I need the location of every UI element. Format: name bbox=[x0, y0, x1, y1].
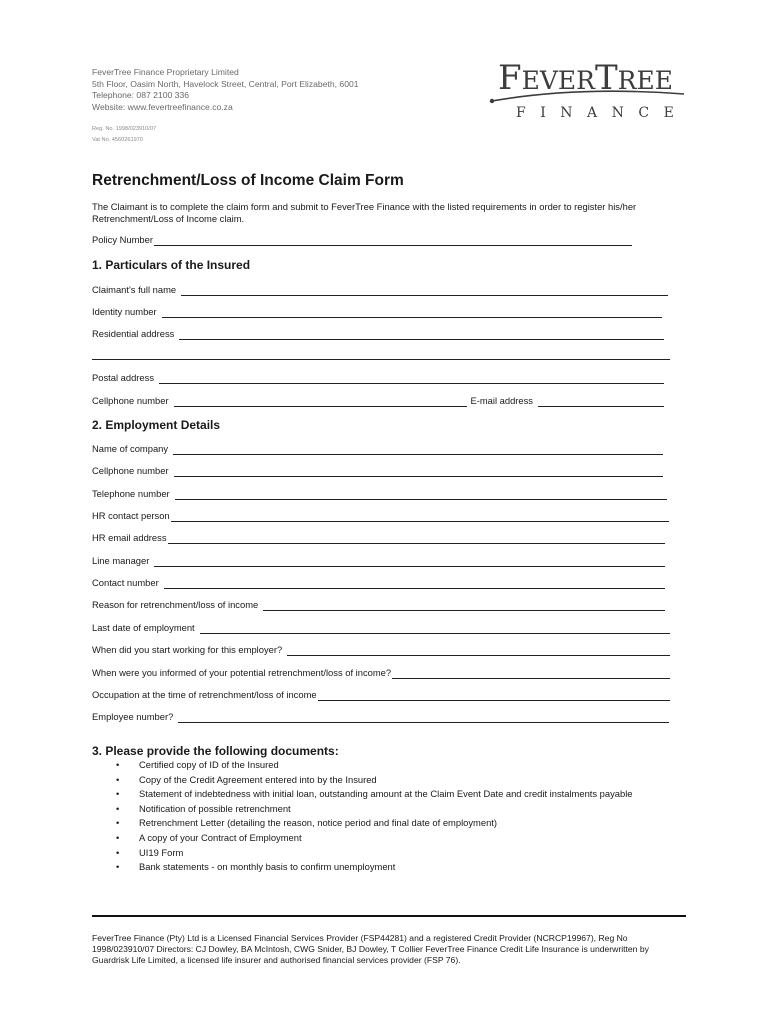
line-manager-label: Line manager bbox=[92, 555, 150, 566]
employer-cellphone-label: Cellphone number bbox=[92, 465, 169, 476]
start-date-field[interactable] bbox=[92, 644, 670, 656]
company-website: Website: www.fevertreefinance.co.za bbox=[92, 101, 233, 112]
hr-contact-label: HR contact person bbox=[92, 510, 170, 521]
full-name-label: Claimant's full name bbox=[92, 284, 177, 295]
retrenchment-reason-label: Reason for retrenchment/loss of income bbox=[92, 599, 259, 610]
residential-address-line-2-rule[interactable] bbox=[92, 350, 670, 360]
list-item: • Certified copy of ID of the Insured bbox=[116, 759, 279, 770]
contact-number-line[interactable] bbox=[164, 579, 665, 589]
section-1-heading: 1. Particulars of the Insured bbox=[92, 258, 251, 272]
policy-number-line[interactable] bbox=[154, 236, 632, 246]
telephone-number-label: Telephone number bbox=[92, 488, 170, 499]
list-item: • Notification of possible retrenchment bbox=[116, 802, 291, 814]
footer-divider bbox=[92, 915, 686, 917]
postal-address-field[interactable] bbox=[92, 372, 664, 384]
occupation-line[interactable] bbox=[318, 691, 670, 701]
employer-cellphone-line[interactable] bbox=[174, 467, 663, 477]
logo-wordmark: FEVERTREE bbox=[498, 58, 673, 98]
informed-date-label: When were you informed of your potential retrenchment/loss of income? bbox=[92, 667, 392, 678]
full-name-field[interactable] bbox=[92, 284, 668, 296]
company-address: 5th Floor, Oasim North, Havelock Street, Central, Port Elizabeth, 6001 bbox=[92, 78, 359, 89]
last-date-line[interactable] bbox=[200, 624, 670, 634]
company-header bbox=[92, 67, 359, 113]
hr-email-label: HR email address bbox=[92, 532, 167, 543]
list-item: • UI19 Form bbox=[116, 846, 184, 858]
line-manager-line[interactable] bbox=[154, 557, 665, 567]
hr-email-line[interactable] bbox=[168, 534, 665, 544]
company-name-line[interactable] bbox=[173, 445, 663, 455]
postal-address-line[interactable] bbox=[159, 374, 664, 384]
occupation-label: Occupation at the time of retrenchment/loss of income bbox=[92, 689, 317, 700]
fevertree-logo bbox=[488, 58, 688, 130]
residential-address-label: Residential address bbox=[92, 328, 175, 339]
last-date-field[interactable] bbox=[92, 622, 670, 634]
list-item: • Statement of indebtedness with initial loan, outstanding amount at the Claim Event Date and credit instalments payable bbox=[116, 788, 633, 800]
company-name: FeverTree Finance Proprietary Limited bbox=[92, 67, 239, 77]
residential-address-line[interactable] bbox=[179, 330, 664, 340]
hr-email-field[interactable] bbox=[92, 532, 665, 544]
documents-list bbox=[116, 758, 633, 875]
telephone-number-line[interactable] bbox=[175, 490, 667, 500]
identity-number-field[interactable] bbox=[92, 306, 662, 318]
vat-number: Vat No. 4560261970 bbox=[92, 137, 143, 143]
informed-date-line[interactable] bbox=[392, 669, 670, 679]
list-item: • Retrenchment Letter (detailing the reason, notice period and final date of employment) bbox=[116, 817, 498, 829]
list-item: • Copy of the Credit Agreement entered into by the Insured bbox=[116, 773, 377, 785]
list-item: • A copy of your Contract of Employment bbox=[116, 831, 302, 843]
identity-number-label: Identity number bbox=[92, 306, 157, 317]
footer-text: FeverTree Finance (Pty) Ltd is a Licensed Financial Services Provider (FSP44281) and a registered Credit Provider (NCRCP19967), Reg No 1998/023910/07 Directors: CJ Dowley, BA McIntosh, CWG Snider, BJ Dowley, T Collier FeverTree Finance Credit Life Insurance is underwritten by Guardrisk Life Limited, a licensed life insurer and authorised financial services provider (FSP 76). bbox=[92, 933, 649, 965]
employee-number-field[interactable] bbox=[92, 711, 669, 723]
hr-contact-line[interactable] bbox=[171, 512, 669, 522]
hr-contact-field[interactable] bbox=[92, 510, 669, 522]
identity-number-line[interactable] bbox=[162, 308, 662, 318]
email-label: E-mail address bbox=[470, 395, 533, 406]
cellphone-line[interactable] bbox=[174, 397, 468, 407]
company-name-field[interactable] bbox=[92, 443, 663, 455]
logo-finance-text: FINANCE bbox=[516, 105, 689, 121]
retrenchment-reason-field[interactable] bbox=[92, 599, 665, 611]
form-intro: The Claimant is to complete the claim form and submit to FeverTree Finance with the listed requirements in order to register his/her Retrenchment/Loss of Income claim. bbox=[92, 201, 637, 224]
registration-info bbox=[92, 124, 156, 146]
residential-address-line-2[interactable] bbox=[92, 350, 670, 360]
contact-number-field[interactable] bbox=[92, 577, 665, 589]
full-name-line[interactable] bbox=[181, 286, 668, 296]
line-manager-field[interactable] bbox=[92, 555, 665, 567]
list-item: • Bank statements - on monthly basis to confirm unemployment bbox=[116, 861, 396, 873]
section-3-heading: 3. Please provide the following documents: bbox=[92, 744, 339, 758]
start-date-label: When did you start working for this employer? bbox=[92, 644, 283, 655]
cellphone-label: Cellphone number bbox=[92, 395, 169, 406]
cellphone-email-field[interactable] bbox=[92, 395, 664, 407]
company-telephone: Telephone: 087 2100 336 bbox=[92, 90, 190, 101]
policy-number-field[interactable] bbox=[92, 234, 632, 246]
residential-address-field[interactable] bbox=[92, 328, 664, 340]
employer-cellphone-field[interactable] bbox=[92, 465, 663, 477]
employee-number-line[interactable] bbox=[178, 713, 669, 723]
form-title: Retrenchment/Loss of Income Claim Form bbox=[92, 172, 404, 189]
policy-number-label: Policy Number bbox=[92, 234, 153, 245]
telephone-number-field[interactable] bbox=[92, 488, 667, 500]
occupation-field[interactable] bbox=[92, 689, 670, 701]
postal-address-label: Postal address bbox=[92, 372, 155, 383]
start-date-line[interactable] bbox=[287, 646, 670, 656]
section-2-heading: 2. Employment Details bbox=[92, 418, 221, 432]
informed-date-field[interactable] bbox=[92, 667, 670, 679]
email-line[interactable] bbox=[538, 397, 664, 407]
employee-number-label: Employee number? bbox=[92, 711, 174, 722]
last-date-label: Last date of employment bbox=[92, 622, 195, 633]
contact-number-label: Contact number bbox=[92, 577, 159, 588]
retrenchment-reason-line[interactable] bbox=[263, 601, 665, 611]
reg-number: Reg. No. 1998/023910/07 bbox=[92, 126, 157, 132]
company-name-label: Name of company bbox=[92, 443, 169, 454]
